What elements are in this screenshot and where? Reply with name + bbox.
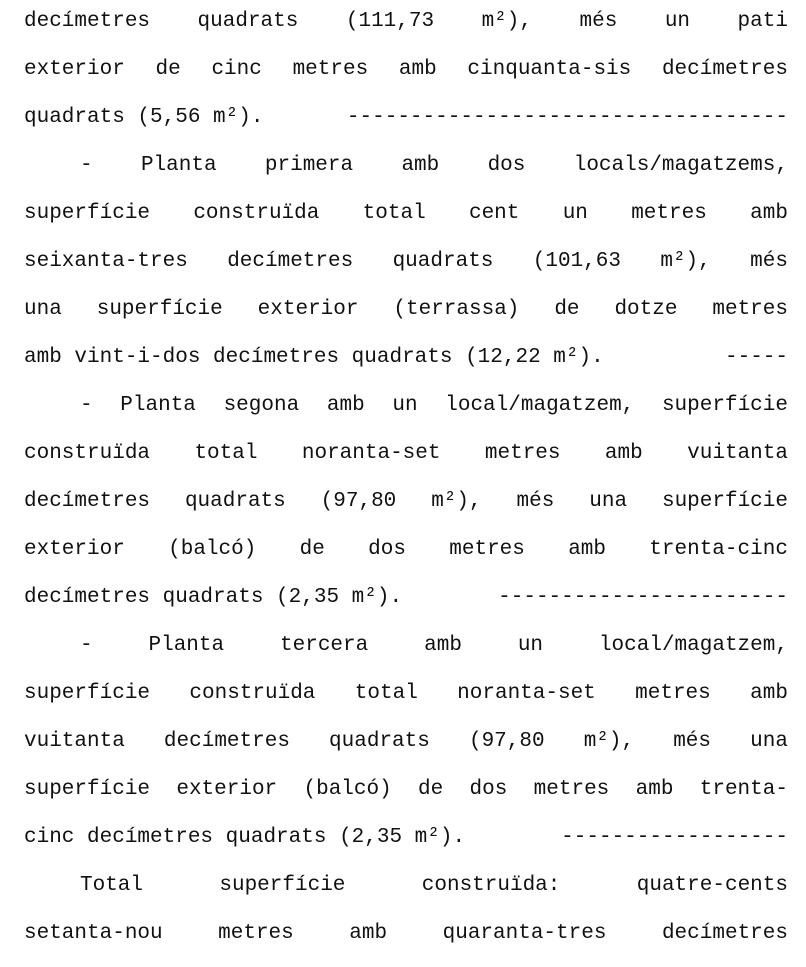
word: m²), — [660, 250, 711, 273]
document-text — [24, 0, 788, 958]
word: m²), — [481, 10, 532, 33]
word: (111,73 — [345, 10, 435, 33]
word: quadrats — [329, 730, 430, 753]
word: decímetres — [661, 922, 788, 945]
word: superfície — [661, 394, 788, 417]
word: una — [589, 490, 628, 513]
text-line — [24, 478, 788, 526]
text-line — [24, 814, 788, 862]
text-line — [24, 670, 788, 718]
word: superfície — [24, 778, 151, 801]
word: quadrats — [197, 10, 299, 33]
word: construïda — [24, 442, 151, 465]
word: Planta — [120, 394, 196, 417]
word: Total — [80, 874, 144, 897]
text-line — [24, 94, 788, 142]
word: segona — [223, 394, 300, 417]
word: de — [299, 538, 325, 561]
word: construïda — [189, 682, 316, 705]
word: seixanta-tres — [24, 250, 188, 273]
word: superfície — [96, 298, 223, 321]
word: decímetres — [87, 826, 214, 849]
word: més — [750, 250, 788, 273]
word: decímetres — [24, 10, 151, 33]
text-line — [24, 238, 788, 286]
word: decímetres — [213, 346, 340, 369]
word: (97,80 — [468, 730, 545, 753]
word: - — [80, 154, 93, 177]
word: (2,35 — [276, 586, 340, 609]
word: amb — [750, 202, 788, 225]
word: dotze — [614, 298, 678, 321]
word: total — [194, 442, 258, 465]
word: setanta-nou — [24, 922, 163, 945]
word: més — [516, 490, 555, 513]
word: primera — [264, 154, 354, 177]
word: dos — [487, 154, 526, 177]
word: (balcó) — [303, 778, 392, 801]
text-line — [24, 286, 788, 334]
word: m²). — [414, 826, 466, 849]
word: exterior — [24, 538, 125, 561]
word: decímetres — [24, 490, 151, 513]
word: m²), — [431, 490, 482, 513]
word: decímetres — [227, 250, 354, 273]
word: exterior — [257, 298, 359, 321]
word: superfície — [661, 490, 788, 513]
word: vuitanta — [24, 730, 125, 753]
word: superfície — [24, 682, 151, 705]
word: (balcó) — [168, 538, 257, 561]
word: noranta-set — [301, 442, 441, 465]
word: amb — [424, 634, 462, 657]
word: quatre-cents — [636, 874, 788, 897]
text-line — [24, 622, 788, 670]
word: quadrats — [351, 346, 453, 369]
word: un — [664, 10, 691, 33]
text-line — [24, 46, 788, 94]
word: cent — [468, 202, 520, 225]
text-line — [24, 574, 788, 622]
word: Planta — [148, 634, 225, 657]
word: (97,80 — [320, 490, 397, 513]
word: Planta — [140, 154, 217, 177]
word: superfície — [219, 874, 346, 897]
word: decímetres — [163, 730, 290, 753]
word: de — [554, 298, 580, 321]
word: cinc — [24, 826, 75, 849]
word: vint-i-dos — [74, 346, 201, 369]
dash-filler: ----- — [724, 346, 788, 369]
word: més — [673, 730, 712, 753]
word: una — [750, 730, 788, 753]
word: construïda: — [421, 874, 561, 897]
word: trenta-cinc — [649, 538, 788, 561]
word: amb — [349, 922, 388, 945]
word: metres — [533, 778, 610, 801]
word: (12,22 — [465, 346, 541, 369]
word: metres — [449, 538, 525, 561]
word: metres — [635, 682, 711, 705]
word: metres — [218, 922, 294, 945]
word: exterior — [176, 778, 278, 801]
word: decímetres — [661, 58, 788, 81]
word: de — [155, 58, 181, 81]
word: decímetres — [24, 586, 151, 609]
word: cinc — [211, 58, 262, 81]
word: dos — [469, 778, 508, 801]
text-line — [24, 430, 788, 478]
word: amb — [604, 442, 643, 465]
word: dos — [368, 538, 406, 561]
text-line — [24, 0, 788, 46]
word: de — [418, 778, 444, 801]
word: m²). — [351, 586, 403, 609]
text-line — [24, 910, 788, 958]
word: amb — [568, 538, 606, 561]
word: exterior — [24, 58, 125, 81]
word: m²). — [553, 346, 604, 369]
word: tercera — [280, 634, 369, 657]
word: (5,56 — [137, 106, 201, 129]
text-line — [24, 766, 788, 814]
word: total — [362, 202, 426, 225]
word: quaranta-tres — [442, 922, 607, 945]
word: més — [579, 10, 618, 33]
word: - — [80, 394, 93, 417]
word: metres — [712, 298, 788, 321]
word: quadrats — [392, 250, 494, 273]
text-line — [24, 190, 788, 238]
word: quadrats — [225, 826, 327, 849]
word: metres — [292, 58, 369, 81]
word: local/magatzem, — [598, 634, 788, 657]
word: metres — [631, 202, 707, 225]
word: (101,63 — [532, 250, 621, 273]
word: pati — [737, 10, 788, 33]
document-page — [24, 0, 788, 958]
word: un — [517, 634, 544, 657]
word: (2,35 — [339, 826, 403, 849]
word: trenta- — [699, 778, 788, 801]
word: cinquanta-sis — [467, 58, 632, 81]
word: amb — [750, 682, 788, 705]
word: una — [24, 298, 62, 321]
text-line — [24, 142, 788, 190]
text-line — [24, 862, 788, 910]
word: amb — [326, 394, 365, 417]
word: amb — [635, 778, 674, 801]
word: - — [80, 634, 93, 657]
word: un — [392, 394, 418, 417]
word: quadrats — [184, 490, 286, 513]
text-line — [24, 718, 788, 766]
dash-filler: ----------------------- — [498, 586, 788, 609]
word: amb — [398, 58, 437, 81]
word: quadrats — [24, 106, 125, 129]
word: quadrats — [162, 586, 264, 609]
word: (terrassa) — [393, 298, 520, 321]
dash-filler: ----------------------------------- — [346, 106, 788, 129]
word: m²). — [213, 106, 264, 129]
word: amb — [24, 346, 62, 369]
word: noranta-set — [457, 682, 596, 705]
dash-filler: ------------------ — [561, 826, 788, 849]
word: metres — [484, 442, 561, 465]
word: amb — [401, 154, 440, 177]
word: vuitanta — [687, 442, 788, 465]
word: m²), — [583, 730, 635, 753]
word: un — [562, 202, 588, 225]
text-line — [24, 334, 788, 382]
text-line — [24, 382, 788, 430]
word: total — [354, 682, 418, 705]
text-line — [24, 526, 788, 574]
word: construïda — [193, 202, 320, 225]
word: locals/magatzems, — [573, 154, 788, 177]
word: superfície — [24, 202, 151, 225]
word: local/magatzem, — [445, 394, 635, 417]
